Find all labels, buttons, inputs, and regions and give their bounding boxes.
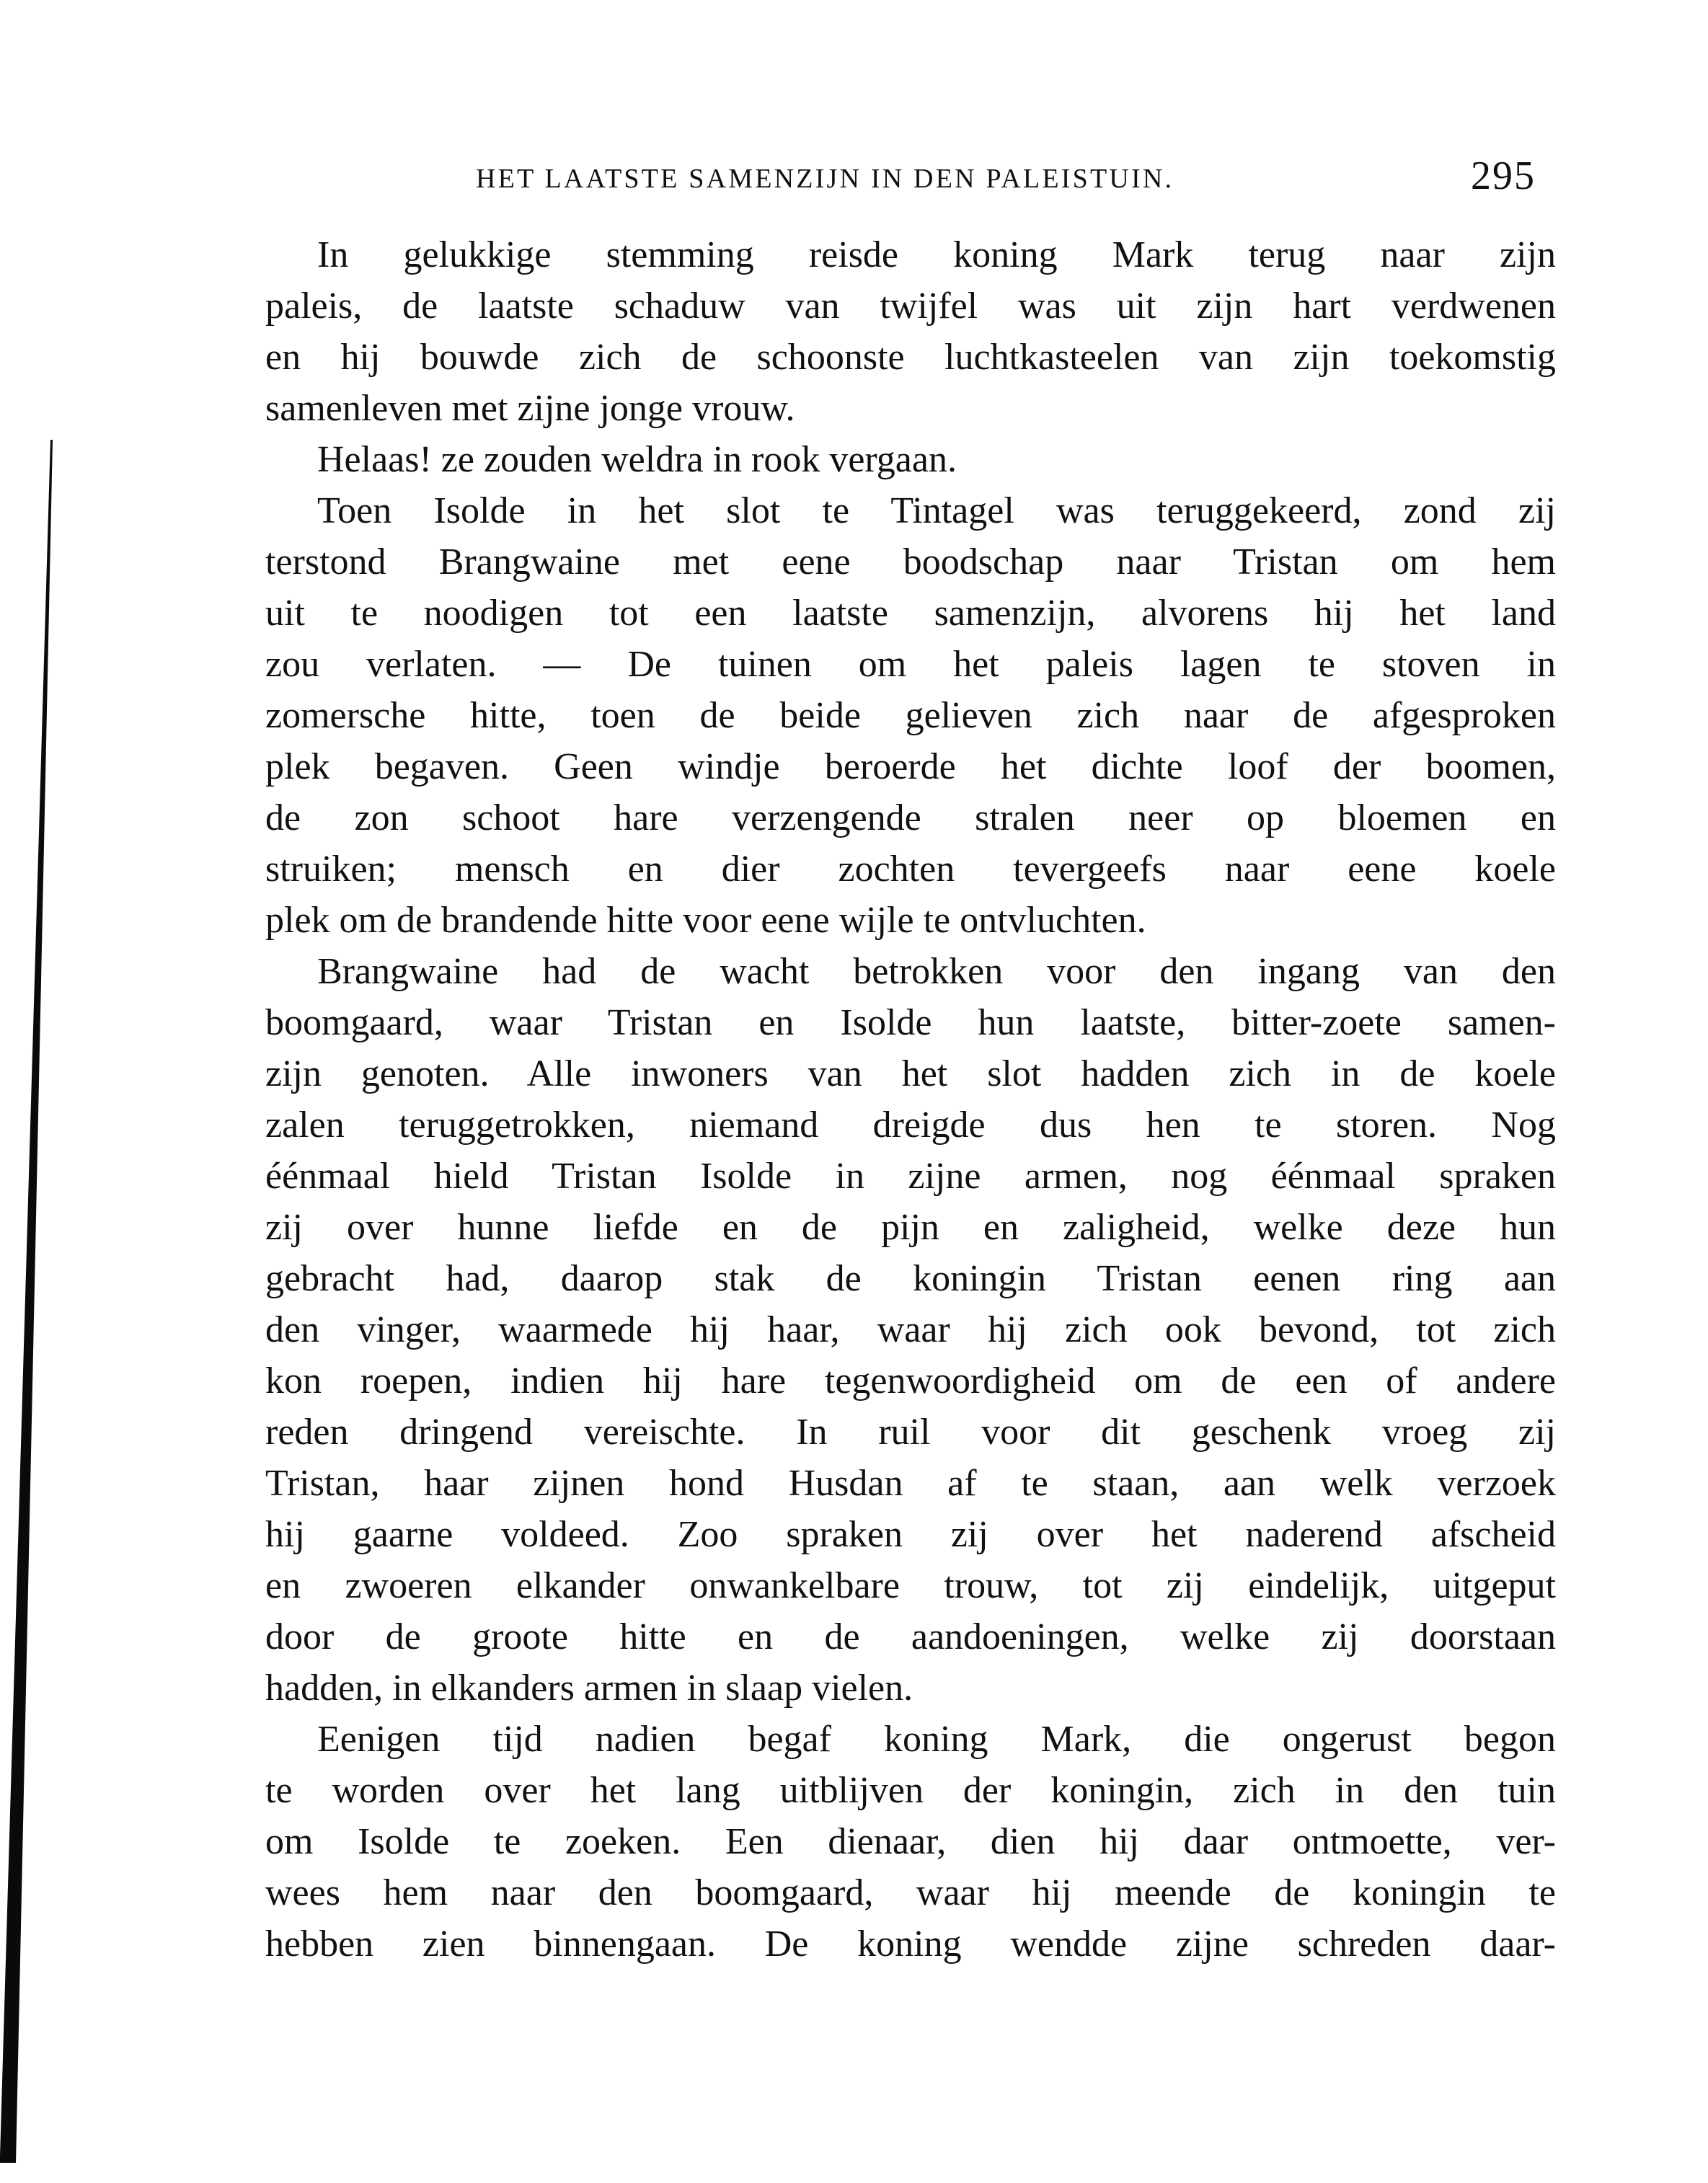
page-number: 295 xyxy=(1471,154,1536,198)
text-line: de zon schoot hare verzengende stralen neer op bloemen en xyxy=(265,797,1556,838)
text-line: In gelukkige stemming reisde koning Mark terug naar zijn xyxy=(317,234,1556,275)
text-line: hadden, in elkanders armen in slaap vielen. xyxy=(265,1668,913,1709)
paragraph xyxy=(265,229,1556,434)
text-line: hij gaarne voldeed. Zoo spraken zij over het naderend afscheid xyxy=(265,1514,1556,1555)
text-line: zalen teruggetrokken, niemand dreigde dus hen te storen. Nog xyxy=(265,1104,1556,1146)
text-line: samenleven met zijne jonge vrouw. xyxy=(265,388,795,429)
text-line: zijn genoten. Alle inwoners van het slot hadden zich in de koele xyxy=(265,1053,1556,1094)
text-line: terstond Brangwaine met eene boodschap naar Tristan om hem xyxy=(265,541,1556,583)
paragraph xyxy=(265,434,1556,485)
text-line: boomgaard, waar Tristan en Isolde hun laatste, bitter-zoete samen- xyxy=(265,1002,1556,1043)
text-line: plek begaven. Geen windje beroerde het dichte loof der boomen, xyxy=(265,746,1556,787)
text-line: wees hem naar den boomgaard, waar hij meende de koningin te xyxy=(265,1872,1556,1913)
text-line: struiken; mensch en dier zochten tevergeefs naar eene koele xyxy=(265,849,1556,890)
paragraph xyxy=(265,1714,1556,1970)
running-head xyxy=(476,153,1550,203)
text-line: te worden over het lang uitblijven der koningin, zich in den tuin xyxy=(265,1770,1556,1811)
text-line: paleis, de laatste schaduw van twijfel was uit zijn hart verdwenen xyxy=(265,285,1556,327)
text-line: zomersche hitte, toen de beide gelieven zich naar de afgesproken xyxy=(265,695,1556,736)
text-line: éénmaal hield Tristan Isolde in zijne armen, nog éénmaal spraken xyxy=(265,1156,1556,1197)
text-line: Tristan, haar zijnen hond Husdan af te staan, aan welk verzoek xyxy=(265,1463,1556,1504)
text-line: hebben zien binnengaan. De koning wendde zijne schreden daar- xyxy=(265,1923,1556,1965)
text-line: Brangwaine had de wacht betrokken voor den ingang van den xyxy=(317,951,1556,992)
text-line: gebracht had, daarop stak de koningin Tristan eenen ring aan xyxy=(265,1258,1556,1299)
body-text xyxy=(265,229,1556,1970)
text-line: Toen Isolde in het slot te Tintagel was teruggekeerd, zond zij xyxy=(317,490,1556,531)
text-line: plek om de brandende hitte voor eene wijle te ontvluchten. xyxy=(265,900,1146,941)
text-line: den vinger, waarmede hij haar, waar hij zich ook bevond, tot zich xyxy=(265,1309,1556,1350)
text-line: door de groote hitte en de aandoeningen, welke zij doorstaan xyxy=(265,1616,1556,1657)
text-line: zij over hunne liefde en de pijn en zaligheid, welke deze hun xyxy=(265,1207,1556,1248)
text-line: Helaas! ze zouden weldra in rook vergaan. xyxy=(317,439,957,480)
text-line: en hij bouwde zich de schoonste luchtkasteelen van zijn toekomstig xyxy=(265,337,1556,378)
text-line: en zwoeren elkander onwankelbare trouw, tot zij eindelijk, uitgeput xyxy=(265,1565,1556,1606)
paragraph xyxy=(265,485,1556,946)
running-head-title: HET LAATSTE SAMENZIJN IN DEN PALEISTUIN. xyxy=(476,164,1174,194)
paragraph xyxy=(265,946,1556,1714)
text-line: Eenigen tijd nadien begaf koning Mark, die ongerust begon xyxy=(317,1719,1556,1760)
text-line: om Isolde te zoeken. Een dienaar, dien hij daar ontmoette, ver- xyxy=(265,1821,1556,1862)
text-line: uit te noodigen tot een laatste samenzijn, alvorens hij het land xyxy=(265,593,1556,634)
text-line: zou verlaten. — De tuinen om het paleis lagen te stoven in xyxy=(265,644,1556,685)
text-line: kon roepen, indien hij hare tegenwoordigheid om de een of andere xyxy=(265,1360,1556,1402)
text-line: reden dringend vereischte. In ruil voor dit geschenk vroeg zij xyxy=(265,1412,1556,1453)
